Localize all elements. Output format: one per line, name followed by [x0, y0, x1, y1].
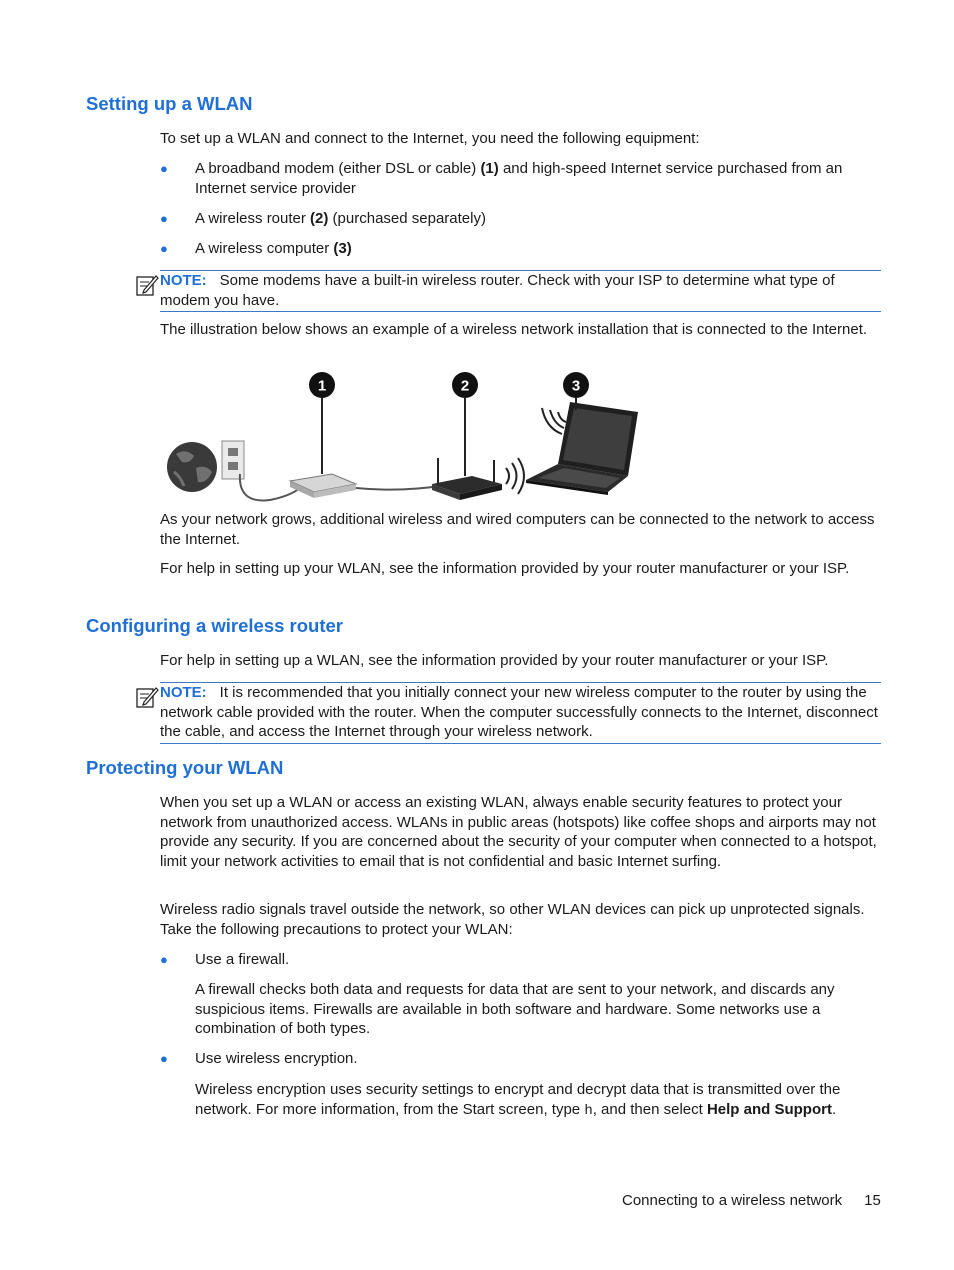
- note-modem: [160, 270, 881, 312]
- network-grows-text: As your network grows, additional wireless and wired computers can be connected to the network to access the Internet.: [160, 511, 875, 548]
- globe-icon: [167, 442, 217, 492]
- modem-icon: [290, 474, 356, 498]
- note-cable: [160, 682, 881, 744]
- callout-2: [452, 372, 478, 398]
- bullet-dot: ●: [160, 211, 168, 226]
- setup-intro: To set up a WLAN and connect to the Internet, you need the following equipment:: [160, 130, 700, 147]
- protect-paragraph-1: When you set up a WLAN or access an existing WLAN, always enable security features to protect your network from unauthorized access. WLANs in public areas (hotspots) like coffee shops and airports may not provide any security. If you are concerned about the security of your computer when connected to a hotspot, limit your network activities to email that is not confidential and basic Internet surfing.: [160, 794, 877, 870]
- note-text: Some modems have a built-in wireless router. Check with your ISP to determine what type of modem you have.: [160, 272, 835, 309]
- note-pencil-icon: [135, 685, 159, 709]
- page-footer: [622, 1191, 881, 1211]
- heading-configuring-router: Configuring a wireless router: [86, 615, 343, 636]
- bullet-dot: ●: [160, 952, 168, 967]
- wall-jack-icon: [222, 441, 244, 479]
- page-number: 15: [864, 1192, 881, 1209]
- laptop-icon: [526, 402, 638, 495]
- svg-text:1: 1: [317, 377, 327, 395]
- protect-paragraph-2: Wireless radio signals travel outside the network, so other WLAN devices can pick up unprotected signals. Take the following precautions to protect your WLAN:: [160, 901, 865, 938]
- router-icon: [432, 458, 502, 500]
- svg-text:3: 3: [571, 377, 581, 395]
- illustration-intro: The illustration below shows an example of a wireless network installation that is connected to the Internet.: [160, 321, 868, 338]
- note-pencil-icon: [135, 273, 159, 297]
- note-text: It is recommended that you initially connect your new wireless computer to the router by using the network cable provided with the router. When the computer successfully connects to the Internet, disconnect the cable, and access the Internet through your wireless network.: [160, 684, 878, 740]
- heading-protecting-wlan: Protecting your WLAN: [86, 757, 284, 778]
- bullet-dot: ●: [160, 161, 168, 176]
- note-label: NOTE:: [160, 272, 207, 289]
- bullet-text: Use wireless encryption.: [195, 1050, 358, 1067]
- bullet-text: A broadband modem (either DSL or cable) (1) and high-speed Internet service purchased from an Internet service provider: [195, 160, 843, 197]
- network-illustration: [160, 368, 650, 506]
- svg-text:2: 2: [460, 377, 470, 395]
- bullet-dot: ●: [160, 1051, 168, 1066]
- bullet-text: A wireless router (2) (purchased separately): [195, 210, 486, 227]
- footer-title: Connecting to a wireless network: [622, 1192, 843, 1209]
- heading-setting-up-wlan: Setting up a WLAN: [86, 93, 253, 114]
- inline-code: h: [584, 1102, 593, 1119]
- setup-help-text: For help in setting up your WLAN, see the information provided by your router manufacturer or your ISP.: [160, 560, 850, 577]
- encryption-description: Wireless encryption uses security settings to encrypt and decrypt data that is transmitted over the network. For more information, from the Start screen, type h, and then select Help and Support.: [195, 1081, 841, 1119]
- callout-3: [563, 372, 589, 398]
- bullet-text: A wireless computer (3): [195, 240, 352, 257]
- firewall-description: A firewall checks both data and requests for data that are sent to your network, and discards any suspicious items. Firewalls are available in both software and hardware. Some networks use a combination of both types.: [195, 981, 835, 1037]
- bullet-dot: ●: [160, 241, 168, 256]
- configure-text: For help in setting up a WLAN, see the information provided by your router manufacturer or your ISP.: [160, 652, 829, 669]
- wifi-signal-icon: [506, 458, 524, 494]
- bullet-text: Use a firewall.: [195, 951, 290, 968]
- note-label: NOTE:: [160, 684, 207, 701]
- callout-1: [309, 372, 335, 398]
- wifi-signal-icon: [542, 408, 566, 434]
